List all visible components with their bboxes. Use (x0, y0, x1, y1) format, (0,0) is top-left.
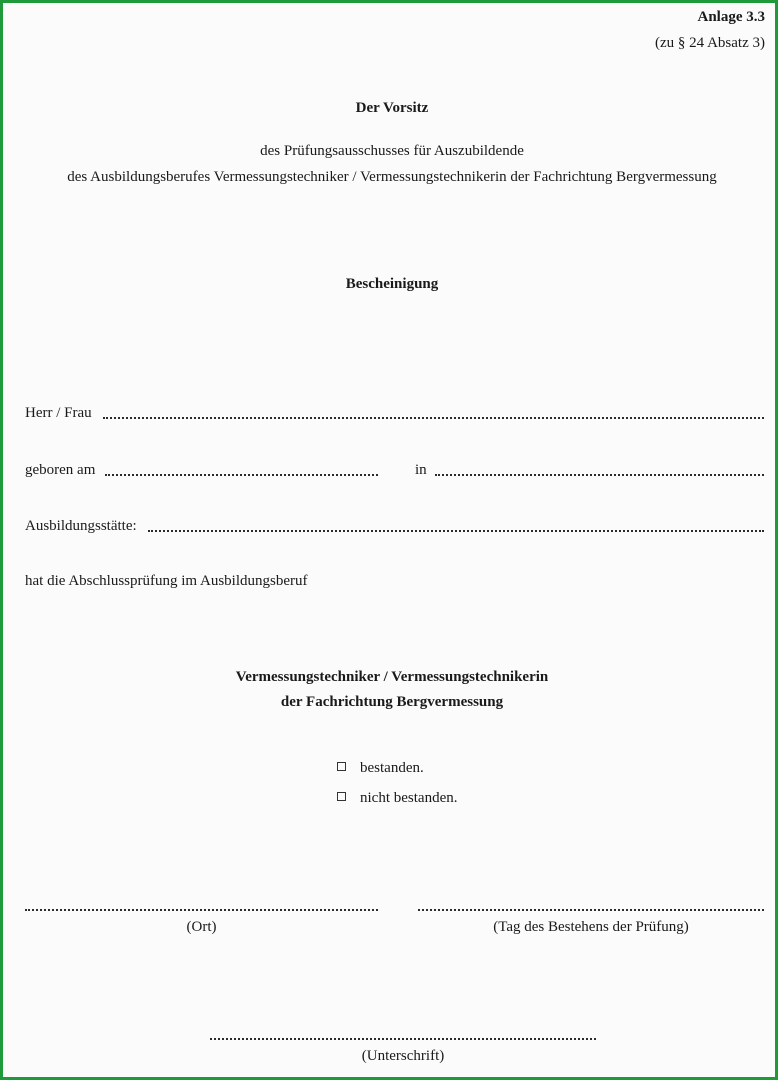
committee-line: des Prüfungsausschusses für Auszubildende (260, 143, 524, 159)
option-failed-label: nicht bestanden. (360, 790, 458, 806)
checkbox-icon[interactable] (337, 762, 346, 771)
option-failed[interactable] (337, 790, 457, 807)
annex-reference: (zu § 24 Absatz 3) (655, 35, 765, 51)
checkbox-icon[interactable] (337, 792, 346, 801)
option-passed[interactable] (337, 760, 424, 777)
exam-statement: hat die Abschlussprüfung im Ausbildungsberuf (25, 573, 308, 589)
document-heading: Der Vorsitz (355, 100, 429, 116)
certificate-heading: Bescheinigung (345, 276, 439, 292)
ort-field[interactable] (25, 909, 378, 911)
ort-caption: (Ort) (186, 919, 217, 935)
birthplace-field[interactable] (435, 474, 764, 476)
profession-line: des Ausbildungsberufes Vermessungstechniker / Vermessungstechnikerin der Fachrichtung Bergvermessung (67, 169, 717, 185)
ausbildungsstaette-field[interactable] (148, 530, 764, 532)
signature-caption: (Unterschrift) (361, 1048, 445, 1064)
in-label: in (415, 462, 427, 478)
profession-title: Vermessungstechniker / Vermessungstechnikerin (235, 669, 549, 685)
option-passed-label: bestanden. (360, 760, 424, 776)
geboren-am-label: geboren am (25, 462, 96, 478)
ausbildungsstaette-label: Ausbildungsstätte: (25, 518, 137, 534)
herr-frau-field[interactable] (103, 417, 764, 419)
annex-number: Anlage 3.3 (697, 9, 765, 25)
herr-frau-label: Herr / Frau (25, 405, 92, 421)
profession-specialization: der Fachrichtung Bergvermessung (280, 694, 504, 710)
date-field[interactable] (418, 909, 764, 911)
geboren-am-field[interactable] (105, 474, 378, 476)
signature-field[interactable] (210, 1038, 596, 1040)
date-caption: (Tag des Bestehens der Prüfung) (493, 919, 689, 935)
